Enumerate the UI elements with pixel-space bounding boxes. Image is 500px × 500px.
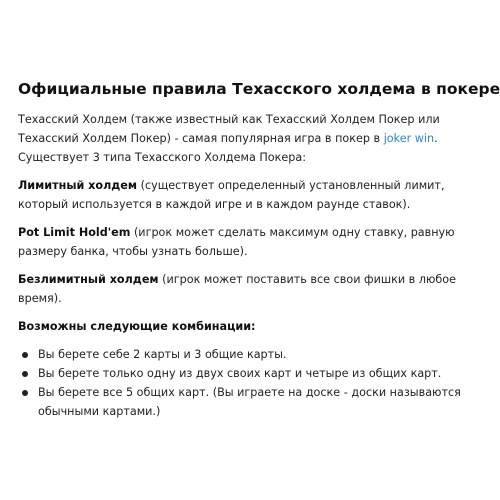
- type-no-limit-name: Безлимитный холдем: [18, 273, 159, 286]
- type-pot-limit-paragraph: [18, 223, 482, 261]
- intro-paragraph: [18, 110, 482, 167]
- list-item: [18, 364, 482, 383]
- bullet-icon: [22, 371, 28, 377]
- type-limit-description: (существует определенный установленный лимит, который используется в каждой игре и в каждом раунде ставок).: [18, 179, 445, 211]
- type-pot-limit-description: (игрок может сделать максимум одну ставку, равную размеру банка, чтобы узнать больше).: [18, 226, 455, 258]
- bullet-icon: [22, 352, 28, 358]
- list-item-text: Вы берете себе 2 карты и 3 общие карты.: [38, 348, 287, 361]
- combinations-list: [18, 345, 482, 421]
- page-title: Официальные правила Техасского холдема в покере: [18, 80, 500, 98]
- list-item-text: Вы берете только одну из двух своих карт и четыре из общих карт.: [38, 367, 442, 380]
- list-item-text: Вы берете все 5 общих карт. (Вы играете на доске - доски называются обычными картами.): [38, 386, 461, 418]
- type-pot-limit-name: Pot Limit Hold'em: [18, 226, 131, 239]
- type-limit-name: Лимитный холдем: [18, 179, 138, 192]
- combinations-heading: Возможны следующие комбинации:: [18, 320, 256, 333]
- list-item: [18, 383, 482, 421]
- list-item: [18, 345, 482, 364]
- type-no-limit-paragraph: [18, 270, 482, 308]
- type-no-limit-description: (игрок может поставить все свои фишки в любое время).: [18, 273, 457, 305]
- type-limit-paragraph: [18, 176, 482, 214]
- intro-text-after-link: . Существует 3 типа Техасского Холдема Покера:: [18, 132, 438, 164]
- intro-text-before-link: Техасский Холдем (также известный как Техасский Холдем Покер или Техасский Холдем Покер) - самая популярная игра в покер в: [18, 113, 440, 145]
- bullet-icon: [22, 390, 28, 396]
- joker-win-link[interactable]: joker win: [383, 132, 435, 145]
